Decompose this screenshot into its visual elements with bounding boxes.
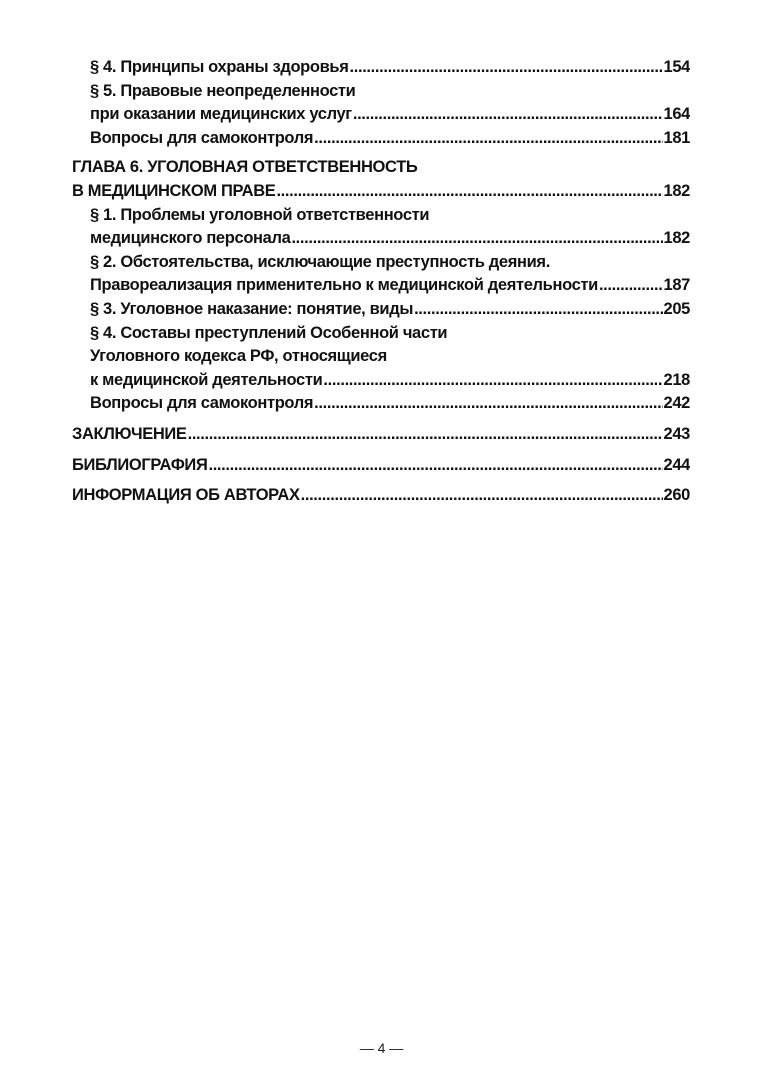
toc-page-number: 218 bbox=[663, 370, 690, 389]
toc-section-entry bbox=[72, 251, 690, 298]
toc-entry-line bbox=[72, 204, 690, 228]
toc-entry-title: § 1. Проблемы уголовной ответственности bbox=[90, 205, 430, 224]
dot-leader bbox=[301, 484, 663, 508]
toc-entry-line bbox=[72, 274, 690, 298]
toc-section-entry bbox=[72, 204, 690, 251]
toc-entry-line bbox=[72, 227, 690, 251]
toc-entry-line bbox=[72, 103, 690, 127]
toc-entry-line bbox=[72, 322, 690, 346]
toc-entry-line bbox=[72, 56, 690, 80]
dot-leader bbox=[291, 227, 662, 251]
toc-entry-line bbox=[72, 156, 690, 180]
toc-entry-title: § 3. Уголовное наказание: понятие, виды bbox=[90, 299, 414, 318]
toc-entry-title: В МЕДИЦИНСКОМ ПРАВЕ bbox=[72, 181, 276, 200]
toc-entry-title: Уголовного кодекса РФ, относящиеся bbox=[90, 347, 387, 366]
toc-entry-title: Вопросы для самоконтроля bbox=[90, 394, 314, 413]
toc-entry-title: к медицинской деятельности bbox=[90, 370, 323, 389]
toc-entry-line bbox=[72, 127, 690, 151]
toc-entry-title: Вопросы для самоконтроля bbox=[90, 128, 314, 147]
toc-top-entry bbox=[72, 454, 690, 478]
toc-page-number: 182 bbox=[663, 181, 690, 200]
dot-leader bbox=[414, 298, 662, 322]
toc-page-number: 260 bbox=[663, 486, 690, 505]
toc-entry-line bbox=[72, 180, 690, 204]
toc-top-entry bbox=[72, 484, 690, 508]
dot-leader bbox=[323, 369, 662, 393]
toc-entry-title: ГЛАВА 6. УГОЛОВНАЯ ОТВЕТСТВЕННОСТЬ bbox=[72, 158, 418, 177]
toc-entry-line bbox=[72, 423, 690, 447]
dot-leader bbox=[350, 56, 663, 80]
toc-page-number: 164 bbox=[663, 105, 690, 124]
toc-page-number: 187 bbox=[663, 276, 690, 295]
toc-entry-title: Правореализация применительно к медицинской деятельности bbox=[90, 276, 598, 295]
toc-entry-line bbox=[72, 345, 690, 369]
toc-entry-title: при оказании медицинских услуг bbox=[90, 105, 352, 124]
toc-entry-title: § 4. Принципы охраны здоровья bbox=[90, 58, 349, 76]
toc-chapter-entry bbox=[72, 156, 690, 203]
toc-entry-title: ИНФОРМАЦИЯ ОБ АВТОРАХ bbox=[72, 486, 300, 505]
toc-entry-title: ЗАКЛЮЧЕНИЕ bbox=[72, 424, 187, 443]
toc-section-entry bbox=[72, 56, 690, 80]
dot-leader bbox=[314, 127, 662, 151]
toc-page-number: 154 bbox=[663, 58, 690, 76]
toc-page-number: 205 bbox=[663, 299, 690, 318]
toc-entry-line bbox=[72, 484, 690, 508]
toc-entry-title: § 4. Составы преступлений Особенной части bbox=[90, 323, 448, 342]
toc-entry-line bbox=[72, 392, 690, 416]
toc-entry-line bbox=[72, 298, 690, 322]
toc-section-entry bbox=[72, 392, 690, 416]
toc-entry-line bbox=[72, 369, 690, 393]
toc-page-number: 182 bbox=[663, 229, 690, 248]
toc-entry-title: § 5. Правовые неопределенности bbox=[90, 81, 356, 100]
dot-leader bbox=[314, 392, 662, 416]
toc-entry-line bbox=[72, 251, 690, 275]
toc-entry-title: БИБЛИОГРАФИЯ bbox=[72, 455, 208, 474]
page-number: — 4 — bbox=[359, 1040, 404, 1056]
toc-page-number: 243 bbox=[663, 424, 690, 443]
toc-entry-title: § 2. Обстоятельства, исключающие преступность деяния. bbox=[90, 252, 550, 271]
toc-section-entry bbox=[72, 322, 690, 393]
toc-page-number: 181 bbox=[663, 128, 690, 147]
toc-page-number: 242 bbox=[663, 394, 690, 413]
toc-entry-line bbox=[72, 80, 690, 104]
toc-top-entry bbox=[72, 423, 690, 447]
toc-section-entry bbox=[72, 298, 690, 322]
toc-entry-title: медицинского персонала bbox=[90, 229, 291, 248]
toc-section-entry bbox=[72, 127, 690, 151]
toc-entry-line bbox=[72, 454, 690, 478]
toc-section-entry bbox=[72, 80, 690, 127]
table-of-contents bbox=[72, 56, 690, 508]
dot-leader bbox=[188, 423, 663, 447]
dot-leader bbox=[353, 103, 663, 127]
dot-leader bbox=[276, 180, 662, 204]
dot-leader bbox=[208, 454, 662, 478]
toc-page-number: 244 bbox=[663, 455, 690, 474]
dot-leader bbox=[599, 274, 663, 298]
